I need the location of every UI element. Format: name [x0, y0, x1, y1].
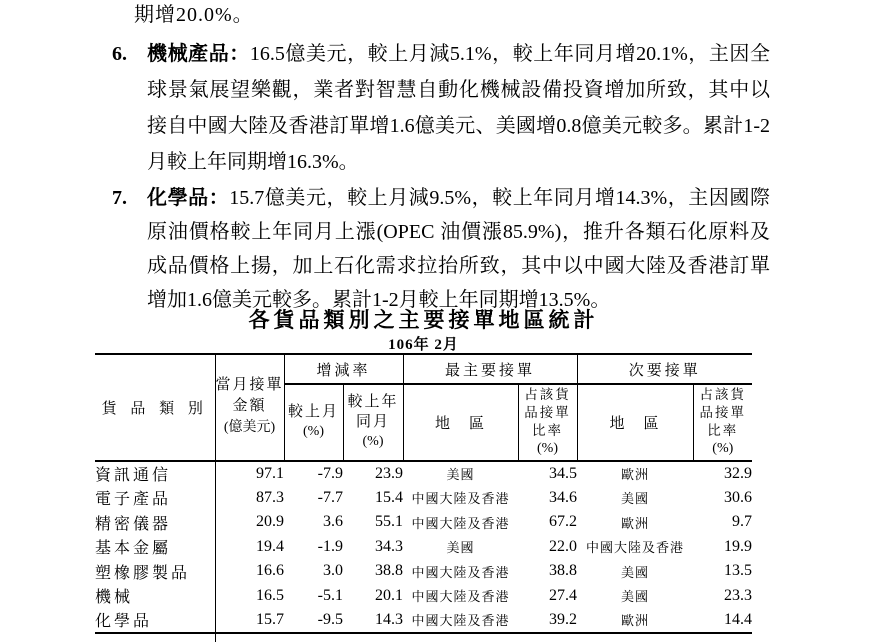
cell-category: 機械 [95, 584, 215, 609]
header-yoy: 較上年 同月 (%) [343, 384, 403, 461]
cell-amount: 87.3 [256, 488, 284, 506]
cell-secondary-share: 14.4 [693, 608, 752, 633]
cell-main-share: 34.5 [549, 464, 578, 482]
item-title: 化學品： [147, 187, 230, 209]
header-group-change-rate: 增減率 [284, 354, 403, 384]
table-row [95, 461, 752, 486]
list-item-7-text [147, 181, 770, 317]
header-category: 貨 品 類 別 [95, 354, 215, 461]
table-row [95, 584, 752, 609]
cell-secondary-region: 歐洲 [621, 515, 650, 531]
cell-secondary-share: 19.9 [724, 537, 753, 555]
text-line: 增加1.6億美元較多。累計1-2月較上年同期增13.5%。 [147, 289, 611, 311]
cell-category: 電子產品 [95, 486, 215, 511]
header-group-secondary-orders: 次要接單 [577, 354, 752, 384]
cell-amount: 15.7 [215, 608, 284, 633]
cell-mom: -5.1 [317, 586, 343, 604]
cell-main-region: 中國大陸及香港 [411, 564, 510, 580]
cell-secondary-region: 歐洲 [577, 608, 693, 633]
cell-main-region: 中國大陸及香港 [403, 608, 518, 633]
list-number: 7. [112, 187, 127, 209]
text-line: 月較上年同期增16.3%。 [147, 151, 359, 173]
cell-category: 精密儀器 [95, 510, 215, 535]
text-line [147, 181, 770, 215]
table-title: 各貨品類別之主要接單地區統計 [248, 308, 599, 332]
cell-secondary-region: 美國 [621, 491, 650, 507]
cell-mom: -9.5 [284, 608, 343, 633]
cell-category: 化學品 [95, 608, 215, 633]
cell-secondary-region: 歐洲 [621, 467, 650, 483]
cell-main-share: 67.2 [549, 513, 578, 531]
text-line: 球景氣展望樂觀，業者對智慧自動化機械設備投資增加所致，其中以 [147, 79, 770, 101]
text-line: 成品價格上揚，加上石化需求拉抬所致，其中以中國大陸及香港訂單 [147, 255, 770, 277]
cell-main-share: 38.8 [549, 562, 578, 580]
cell-main-share: 39.2 [518, 608, 577, 633]
cell-amount: 20.9 [256, 513, 284, 531]
cell-mom: 3.0 [323, 562, 343, 580]
list-item-7 [112, 181, 772, 317]
header-secondary-region: 地 區 [577, 384, 693, 461]
cell-secondary-region: 美國 [621, 564, 650, 580]
text-line [147, 36, 770, 72]
cell-main-region: 中國大陸及香港 [411, 515, 510, 531]
cell-yoy: 55.1 [375, 513, 404, 531]
column-divider-stub [215, 632, 216, 642]
cell-category: 基本金屬 [95, 535, 215, 560]
table-subtitle: 106年 2月 [388, 337, 459, 353]
table-row [95, 608, 752, 633]
cell-mom: -1.9 [317, 537, 343, 555]
cell-secondary-share: 23.3 [724, 586, 753, 604]
cell-amount: 16.5 [256, 586, 284, 604]
header-amount: 當月接單 金額 (億美元) [215, 354, 284, 461]
table-row [95, 559, 752, 584]
cell-yoy: 34.3 [375, 537, 404, 555]
list-item-6-text [147, 36, 770, 180]
text-run: 16.5億美元，較上月減5.1%，較上年同月增20.1%，主因全 [249, 43, 770, 65]
table-row [95, 486, 752, 511]
cell-secondary-share: 13.5 [724, 562, 753, 580]
cell-category: 資訊通信 [95, 461, 215, 486]
cell-category: 塑橡膠製品 [95, 559, 215, 584]
header-group-main-orders: 最主要接單 [403, 354, 577, 384]
cell-secondary-region: 美國 [621, 589, 650, 605]
cell-mom: 3.6 [323, 513, 343, 531]
text-line: 原油價格較上年同月上漲(OPEC 油價漲85.9%)，推升各類石化原料及 [147, 221, 770, 243]
cell-yoy: 20.1 [375, 586, 404, 604]
header-secondary-share: 占該貨 品接單 比率 (%) [693, 384, 752, 461]
text-run: 15.7億美元，較上月減9.5%，較上年同月增14.3%，主因國際 [229, 187, 771, 209]
cell-mom: -7.9 [317, 464, 343, 482]
cell-yoy: 14.3 [343, 608, 403, 633]
cell-secondary-share: 32.9 [724, 464, 753, 482]
cell-yoy: 38.8 [375, 562, 404, 580]
paragraph-continuation: 期增20.0%。 [134, 4, 254, 26]
cell-main-share: 27.4 [549, 586, 578, 604]
cell-yoy: 23.9 [375, 464, 404, 482]
table-row [95, 510, 752, 535]
text-line: 接自中國大陸及香港訂單增1.6億美元、美國增0.8億美元較多。累計1-2 [147, 115, 770, 137]
header-main-region: 地 區 [403, 384, 518, 461]
list-number: 6. [112, 43, 127, 65]
list-item-6 [112, 36, 772, 180]
header-main-share: 占該貨 品接單 比率 (%) [518, 384, 577, 461]
cell-secondary-share: 30.6 [724, 488, 753, 506]
cell-mom: -7.7 [317, 488, 343, 506]
table-row [95, 535, 752, 560]
cell-main-region: 美國 [446, 540, 475, 556]
cell-main-share: 34.6 [549, 488, 578, 506]
cell-main-region: 中國大陸及香港 [411, 491, 510, 507]
order-region-statistics-table [95, 353, 752, 634]
cell-amount: 97.1 [256, 464, 284, 482]
cell-main-region: 中國大陸及香港 [411, 589, 510, 605]
cell-main-share: 22.0 [549, 537, 578, 555]
cell-secondary-region: 中國大陸及香港 [586, 540, 685, 556]
cell-yoy: 15.4 [375, 488, 404, 506]
cell-amount: 19.4 [256, 537, 284, 555]
cell-amount: 16.6 [256, 562, 284, 580]
cell-secondary-share: 9.7 [732, 513, 753, 531]
item-title: 機械產品： [147, 43, 250, 65]
cell-main-region: 美國 [446, 467, 475, 483]
header-mom: 較上月 (%) [284, 384, 343, 461]
